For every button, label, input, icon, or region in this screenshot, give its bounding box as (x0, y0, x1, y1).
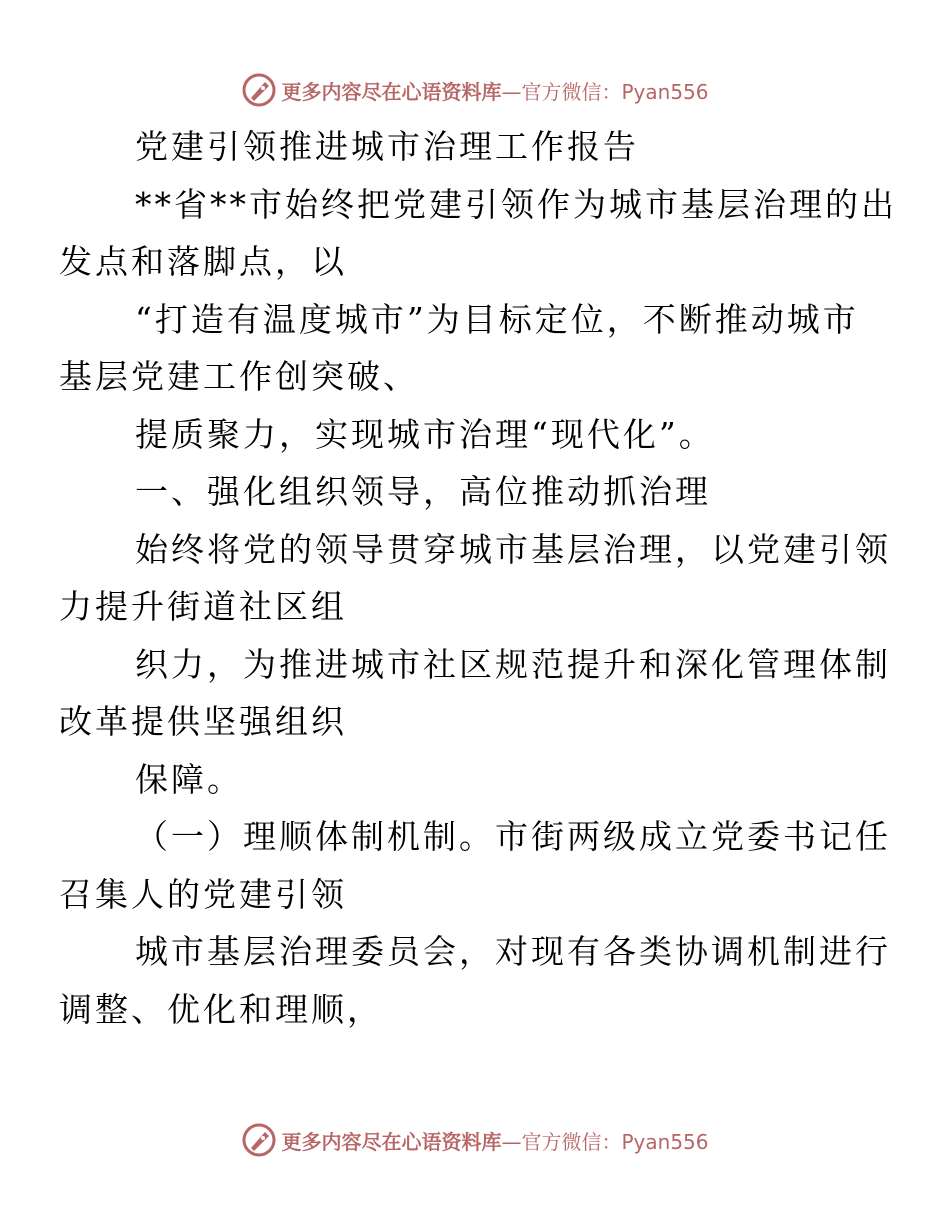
paragraph: 始终将党的领导贯穿城市基层治理，以党建引领 力提升街道社区组 (59, 529, 891, 626)
paragraph: 保障。 (135, 759, 243, 799)
pen-nib-logo-icon (241, 72, 277, 108)
watermark-footer (0, 1120, 950, 1160)
paragraph: 织力，为推进城市社区规范提升和深化管理体制 改革提供坚强组织 (59, 644, 891, 741)
paragraph: （一）理顺体制机制。市街两级成立党委书记任 召集人的党建引领 (59, 817, 891, 914)
paragraph: 提质聚力，实现城市治理“现代化”。 (135, 414, 715, 454)
paragraph: 城市基层治理委员会，对现有各类协调机制进行 调整、优化和理顺， (59, 932, 891, 1029)
document-body (59, 118, 897, 1038)
watermark-text: 更多内容尽在心语资料库—官方微信：Pyan556 (281, 1129, 709, 1154)
paragraph: “打造有温度城市”为目标定位，不断推动城市 基层党建工作创突破、 (59, 299, 859, 396)
watermark-text: 更多内容尽在心语资料库—官方微信：Pyan556 (281, 79, 709, 104)
watermark-header (0, 70, 950, 110)
doc-title: 党建引领推进城市治理工作报告 (135, 127, 639, 166)
pen-nib-logo-icon (241, 1122, 277, 1158)
paragraph: **省**市始终把党建引领作为城市基层治理的出 发点和落脚点，以 (59, 184, 897, 281)
section-heading: 一、强化组织领导，高位推动抓治理 (135, 472, 711, 511)
